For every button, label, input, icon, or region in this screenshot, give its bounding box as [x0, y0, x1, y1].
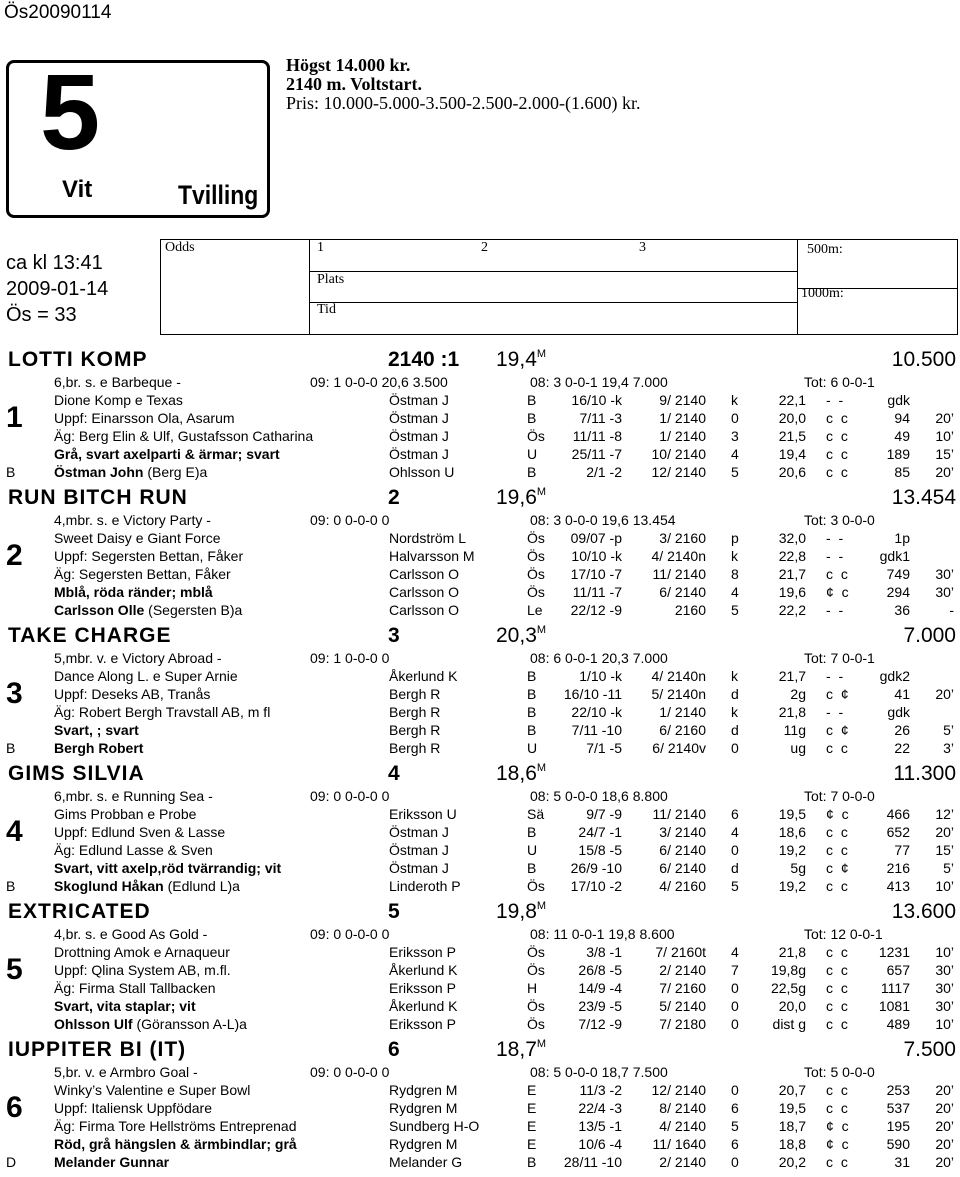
post-number: 5 [6, 953, 23, 986]
earnings: 11.300 [893, 762, 956, 785]
horse-entry [0, 349, 960, 487]
info-line: 4,mbr. s. e Victory Party - 09: 0 0-0-0 0 08: 3 0-0-0 19,6 13.454 Tot: 3 0-0-0 [54, 512, 875, 528]
horse-name: TAKE CHARGE [8, 624, 172, 647]
start-row: Äg: Robert Bergh Travstall AB, m fl Bergh R B 22/10 -k 1/ 2140 k 21,8 - - gdk [54, 704, 910, 720]
start-row: Grå, svart axelparti & ärmar; svart Östman J U 25/11 -7 10/ 2140 4 19,4 c c 189 15’ [54, 446, 954, 462]
odds-label: Odds [165, 240, 195, 255]
condition-distance: 2140 m. Voltstart. [286, 74, 422, 94]
page-title: Ös20090114 [4, 2, 112, 23]
place-2-label: 2 [481, 240, 488, 255]
horse-name: LOTTI KOMP [8, 348, 148, 371]
post-number: 3 [6, 677, 23, 710]
horse-name: IUPPITER BI (IT) [8, 1038, 187, 1061]
start-row: Winky’s Valentine e Super Bowl Rydgren M E 11/3 -2 12/ 2140 0 20,7 c c 253 20’ [54, 1082, 954, 1098]
race-time-info [6, 250, 108, 328]
start-row: Dance Along L. e Super Arnie Åkerlund K B 1/10 -k 4/ 2140n k 21,7 - - gdk2 [54, 668, 910, 684]
start-row: Äg: Edlund Lasse & Sven Östman J U 15/8 -5 6/ 2140 0 19,2 c c 77 15’ [54, 842, 954, 858]
start-row: Mblå, röda ränder; mblå Carlsson O Ös 11/11 -7 6/ 2140 4 19,6 ¢ c 294 30’ [54, 584, 954, 600]
earnings: 10.500 [891, 348, 956, 371]
start-row: Uppf: Italiensk Uppfödare Rydgren M E 22/4 -3 8/ 2140 6 19,5 c c 537 20’ [54, 1100, 954, 1116]
info-line: 6,mbr. s. e Running Sea - 09: 0 0-0-0 0 08: 5 0-0-0 18,6 8.800 Tot: 7 0-0-0 [54, 788, 875, 804]
place-1-label: 1 [317, 240, 324, 255]
horse-name: EXTRICATED [8, 900, 151, 923]
start-number: 3 [388, 624, 400, 647]
horse-name: GIMS SILVIA [8, 762, 145, 785]
horse-name: RUN BITCH RUN [8, 486, 188, 509]
info-line: 5,br. v. e Armbro Goal - 09: 0 0-0-0 0 08: 5 0-0-0 18,7 7.500 Tot: 5 0-0-0 [54, 1064, 875, 1080]
start-row: Uppf: Einarsson Ola, Asarum Östman J B 7/11 -3 1/ 2140 0 20,0 c c 94 20’ [54, 410, 954, 426]
info-line: 4,br. s. e Good As Gold - 09: 0 0-0-0 0 08: 11 0-0-1 19,8 8.600 Tot: 12 0-0-1 [54, 926, 883, 942]
record: $18,7^M$ [496, 1038, 547, 1061]
start-row: Äg: Firma Stall Tallbacken Eriksson P H 14/9 -4 7/ 2160 0 22,5g c c 1117 30’ [54, 980, 954, 996]
start-row: Svart, vitt axelp,röd tvärrandig; vit Östman J B 26/9 -10 6/ 2140 d 5g c ¢ 216 5’ [54, 860, 954, 876]
post-number: 2 [6, 539, 23, 572]
start-row: Röd, grå hängslen & ärmbindlar; grå Rydgren M E 10/6 -4 11/ 1640 6 18,8 ¢ c 590 20’ [54, 1136, 954, 1152]
post-number: 1 [6, 401, 23, 434]
start-number: 2140 :1 [388, 348, 460, 371]
plats-label: Plats [317, 272, 345, 287]
race-color: Vit [62, 176, 93, 203]
track-code: Ös = 33 [6, 304, 77, 326]
start-row: Svart, ; svart Bergh R B 7/11 -10 6/ 2160 d 11g c ¢ 26 5’ [54, 722, 954, 738]
horse-entry [0, 763, 960, 901]
earnings: 13.600 [891, 900, 956, 923]
start-row: Uppf: Deseks AB, Tranås Bergh R B 16/10 -11 5/ 2140n d 2g c ¢ 41 20’ [54, 686, 954, 702]
start-row: Äg: Berg Elin & Ulf, Gustafsson Catharina Östman J Ös 11/11 -8 1/ 2140 3 21,5 c c 49 10’ [54, 428, 954, 444]
record: $20,3^M$ [496, 624, 547, 647]
start-row: Svart, vita staplar; vit Åkerlund K Ös 23/9 -5 5/ 2140 0 20,0 c c 1081 30’ [54, 998, 954, 1014]
record: $19,8^M$ [496, 900, 547, 923]
condition-prizes: Pris: 10.000-5.000-3.500-2.500-2.000-(1.600) kr. [286, 93, 641, 113]
record: $19,4^M$ [496, 348, 547, 371]
horse-entry [0, 1039, 960, 1177]
info-line: 5,mbr. v. e Victory Abroad - 09: 1 0-0-0 0 08: 6 0-0-1 20,3 7.000 Tot: 7 0-0-1 [54, 650, 875, 666]
start-number: 5 [388, 900, 400, 923]
start-row: Uppf: Edlund Sven & Lasse Östman J B 24/7 -1 3/ 2140 4 18,6 c c 652 20’ [54, 824, 954, 840]
start-row: Uppf: Qlina System AB, m.fl. Åkerlund K Ös 26/8 -5 2/ 2140 7 19,8g c c 657 30’ [54, 962, 954, 978]
start-row: B Östman John (Berg E)a Ohlsson U B 2/1 -2 12/ 2140 5 20,6 c c 85 20’ [6, 464, 954, 480]
race-conditions [286, 56, 640, 113]
start-row: Ohlsson Ulf (Göransson A-L)a Eriksson P Ös 7/12 -9 7/ 2180 0 dist g c c 489 10’ [54, 1016, 954, 1032]
bet-type: Tvilling [178, 180, 259, 210]
record: $19,6^M$ [496, 486, 547, 509]
start-row: B Bergh Robert Bergh R U 7/1 -5 6/ 2140v 0 ug c c 22 3’ [6, 740, 954, 756]
start-row: Dione Komp e Texas Östman J B 16/10 -k 9/ 2140 k 22,1 - - gdk [54, 392, 910, 408]
start-row: B Skoglund Håkan (Edlund L)a Linderoth P Ös 17/10 -2 4/ 2160 5 19,2 c c 413 10’ [6, 878, 954, 894]
split-500-label: 500m: [807, 242, 843, 257]
post-number: 4 [6, 815, 23, 848]
race-date: 2009-01-14 [6, 278, 109, 300]
start-number: 6 [388, 1038, 400, 1061]
start-row: Carlsson Olle (Segersten B)a Carlsson O Le 22/12 -9 2160 5 22,2 - - 36 - [54, 602, 954, 618]
post-number: 6 [6, 1091, 23, 1124]
start-row: Gims Probban e Probe Eriksson U Sä 9/7 -9 11/ 2140 6 19,5 ¢ c 466 12’ [54, 806, 954, 822]
earnings: 7.500 [903, 1038, 956, 1061]
start-row: D Melander Gunnar Melander G B 28/11 -10 2/ 2140 0 20,2 c c 31 20’ [6, 1154, 954, 1170]
start-row: Äg: Firma Tore Hellströms Entreprenad Sundberg H-O E 13/5 -1 4/ 2140 5 18,7 ¢ c 195 20’ [54, 1118, 954, 1134]
tid-label: Tid [317, 302, 336, 317]
start-row: Drottning Amok e Arnaqueur Eriksson P Ös 3/8 -1 7/ 2160t 4 21,8 c c 1231 10’ [54, 944, 954, 960]
horse-entry [0, 625, 960, 763]
odds-box [160, 239, 958, 335]
record: $18,6^M$ [496, 762, 547, 785]
start-number: 4 [388, 762, 400, 785]
condition-max: Högst 14.000 kr. [286, 55, 411, 75]
race-number: 5 [40, 51, 99, 172]
start-time: ca kl 13:41 [6, 252, 103, 274]
start-row: Uppf: Segersten Bettan, Fåker Halvarsson M Ös 10/10 -k 4/ 2140n k 22,8 - - gdk1 [54, 548, 910, 564]
start-number: 2 [388, 486, 400, 509]
horse-entry [0, 901, 960, 1039]
earnings: 7.000 [903, 624, 956, 647]
info-line: 6,br. s. e Barbeque - 09: 1 0-0-0 20,6 3.500 08: 3 0-0-1 19,4 7.000 Tot: 6 0-0-1 [54, 374, 875, 390]
place-3-label: 3 [639, 240, 646, 255]
earnings: 13.454 [891, 486, 956, 509]
start-row: Sweet Daisy e Giant Force Nordström L Ös 09/07 -p 3/ 2160 p 32,0 - - 1p [54, 530, 910, 546]
start-row: Äg: Segersten Bettan, Fåker Carlsson O Ös 17/10 -7 11/ 2140 8 21,7 c c 749 30’ [54, 566, 954, 582]
split-1000-label: 1000m: [801, 286, 844, 301]
horse-entry [0, 487, 960, 625]
